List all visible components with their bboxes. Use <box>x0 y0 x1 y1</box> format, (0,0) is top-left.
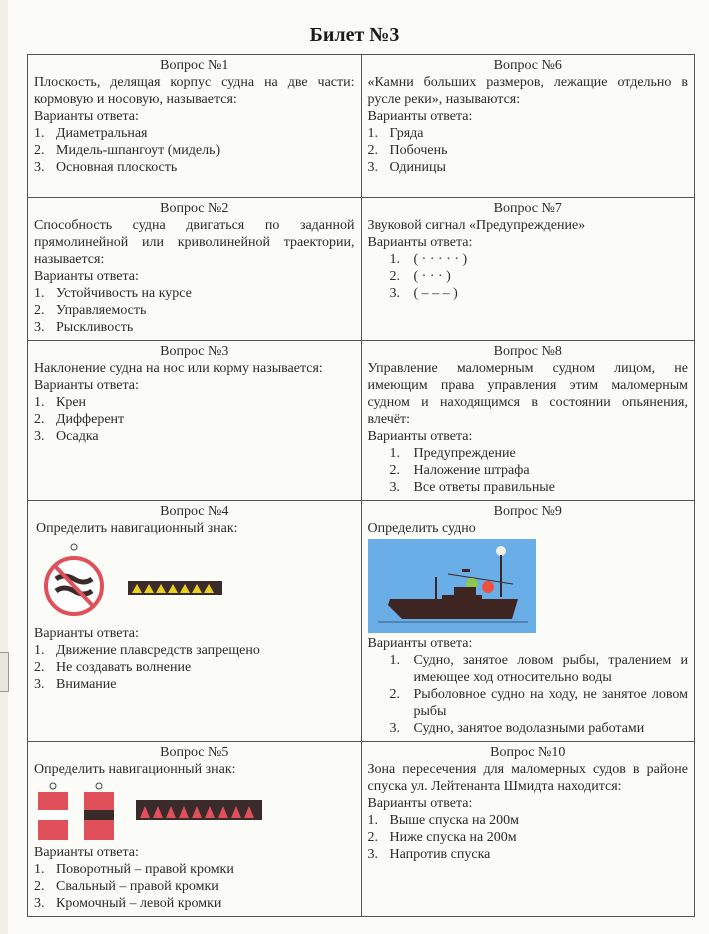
answer-option[interactable]: 2. ( · · · ) <box>389 269 451 284</box>
answer-option[interactable]: 1. Гряда <box>367 126 424 141</box>
answers-label: Варианты ответа: <box>367 109 473 124</box>
question-text: Зона пересечения для маломерных судов в районе спуска ул. Лейтенанта Шмидта находится: <box>367 762 688 794</box>
question-header: Вопрос №2 <box>160 201 229 216</box>
answer-option[interactable]: 1. Выше спуска на 200м <box>367 813 520 828</box>
answer-option[interactable]: 2. Дифферент <box>34 412 125 427</box>
answer-option[interactable]: 3. Одиницы <box>367 160 446 175</box>
answer-option[interactable]: 2. Рыболовное судно на ходу, не занятое ловом рыбы <box>389 687 688 719</box>
answer-option[interactable]: 2. Побочень <box>367 143 448 158</box>
question-8 <box>361 341 695 501</box>
sign-figure <box>40 541 355 619</box>
question-5 <box>28 742 362 917</box>
answer-option[interactable]: 3. ( – – – ) <box>389 286 458 301</box>
answers-label: Варианты ответа: <box>367 429 473 444</box>
question-header: Вопрос №5 <box>160 745 229 760</box>
question-text: Плоскость, делящая корпус судна на две части: кормовую и носовую, называется: <box>34 75 355 107</box>
answer-option[interactable]: 3. Основная плоскость <box>34 160 178 175</box>
answer-option[interactable]: 2. Мидель-шпангоут (мидель) <box>34 143 221 158</box>
answer-option[interactable]: 2. Управляемость <box>34 303 147 318</box>
question-header: Вопрос №7 <box>493 201 562 216</box>
no-wake-sign-icon <box>40 541 108 619</box>
answer-option[interactable]: 2. Свальный – правой кромки <box>34 879 219 894</box>
ticket-title: Билет №3 <box>309 24 400 46</box>
question-header: Вопрос №10 <box>490 745 566 760</box>
question-1 <box>28 55 362 198</box>
question-header: Вопрос №3 <box>160 344 229 359</box>
answer-option[interactable]: 1. ( · · · · · ) <box>389 252 468 267</box>
question-10 <box>361 742 695 917</box>
answer-option[interactable]: 1. Устойчивость на курсе <box>34 286 192 301</box>
red-black-buoy-sign-icon <box>82 782 116 840</box>
question-header: Вопрос №4 <box>160 504 229 519</box>
question-3 <box>28 341 362 501</box>
answer-option[interactable]: 1. Движение плавсредств запрещено <box>34 643 260 658</box>
question-4 <box>28 501 362 742</box>
question-text: Управление маломерным судном лицом, не имеющим права управления этим маломерным судном и находящимся в состоянии опьянения, влечёт: <box>367 361 688 427</box>
questions-table <box>27 54 695 917</box>
answer-option[interactable]: 3. Кромочный – левой кромки <box>34 896 222 911</box>
sign-figure <box>36 782 355 840</box>
question-text: Наклонение судна на нос или корму называется: <box>34 361 323 376</box>
question-9 <box>361 501 695 742</box>
answers-label: Варианты ответа: <box>34 269 139 284</box>
question-text: Звуковой сигнал «Предупреждение» <box>367 218 586 233</box>
answer-option[interactable]: 2. Наложение штрафа <box>389 463 530 478</box>
answer-option[interactable]: 3. Судно, занятое водолазными работами <box>389 721 645 736</box>
answer-option[interactable]: 3. Внимание <box>34 677 117 692</box>
answers-label: Варианты ответа: <box>34 845 139 860</box>
question-7 <box>361 198 695 341</box>
answers-label: Варианты ответа: <box>34 626 139 641</box>
question-text: Определить навигационный знак: <box>34 762 236 777</box>
binder-clip <box>0 652 9 692</box>
answer-option[interactable]: 3. Осадка <box>34 429 99 444</box>
answer-option[interactable]: 1. Крен <box>34 395 87 410</box>
fishing-vessel-image <box>368 539 536 633</box>
answers-label: Варианты ответа: <box>367 796 473 811</box>
question-header: Вопрос №8 <box>493 344 562 359</box>
answer-option[interactable]: 2. Ниже спуска на 200м <box>367 830 517 845</box>
answer-option[interactable]: 1. Диаметральная <box>34 126 148 141</box>
question-text: Определить судно <box>367 521 476 536</box>
question-6 <box>361 55 695 198</box>
question-text: Определить навигационный знак: <box>36 521 238 536</box>
question-header: Вопрос №6 <box>493 58 562 73</box>
answer-option[interactable]: 1. Судно, занятое ловом рыбы, тралением и имеющее ход относительно воды <box>389 653 688 685</box>
answers-label: Варианты ответа: <box>34 109 139 124</box>
red-white-buoy-sign-icon <box>36 782 70 840</box>
red-triangle-stripe-icon <box>136 800 262 820</box>
answer-option[interactable]: 3. Напротив спуска <box>367 847 491 862</box>
question-header: Вопрос №9 <box>493 504 562 519</box>
question-text: «Камни больших размеров, лежащие отдельно в русле реки», называются: <box>367 75 688 107</box>
answers-label: Варианты ответа: <box>34 378 139 393</box>
answers-label: Варианты ответа: <box>367 636 473 651</box>
answer-option[interactable]: 3. Все ответы правильные <box>389 480 555 495</box>
answer-option[interactable]: 1. Предупреждение <box>389 446 516 461</box>
yellow-triangle-stripe-icon <box>128 581 222 595</box>
question-2 <box>28 198 362 341</box>
answer-option[interactable]: 2. Не создавать волнение <box>34 660 192 675</box>
answer-option[interactable]: 1. Поворотный – правой кромки <box>34 862 234 877</box>
answers-label: Варианты ответа: <box>367 235 473 250</box>
question-text: Способность судна двигаться по заданной прямолинейной или криволинейной траектории, называется: <box>34 218 355 267</box>
question-header: Вопрос №1 <box>160 58 229 73</box>
answer-option[interactable]: 3. Рыскливость <box>34 320 134 335</box>
page-left-edge <box>0 0 8 934</box>
